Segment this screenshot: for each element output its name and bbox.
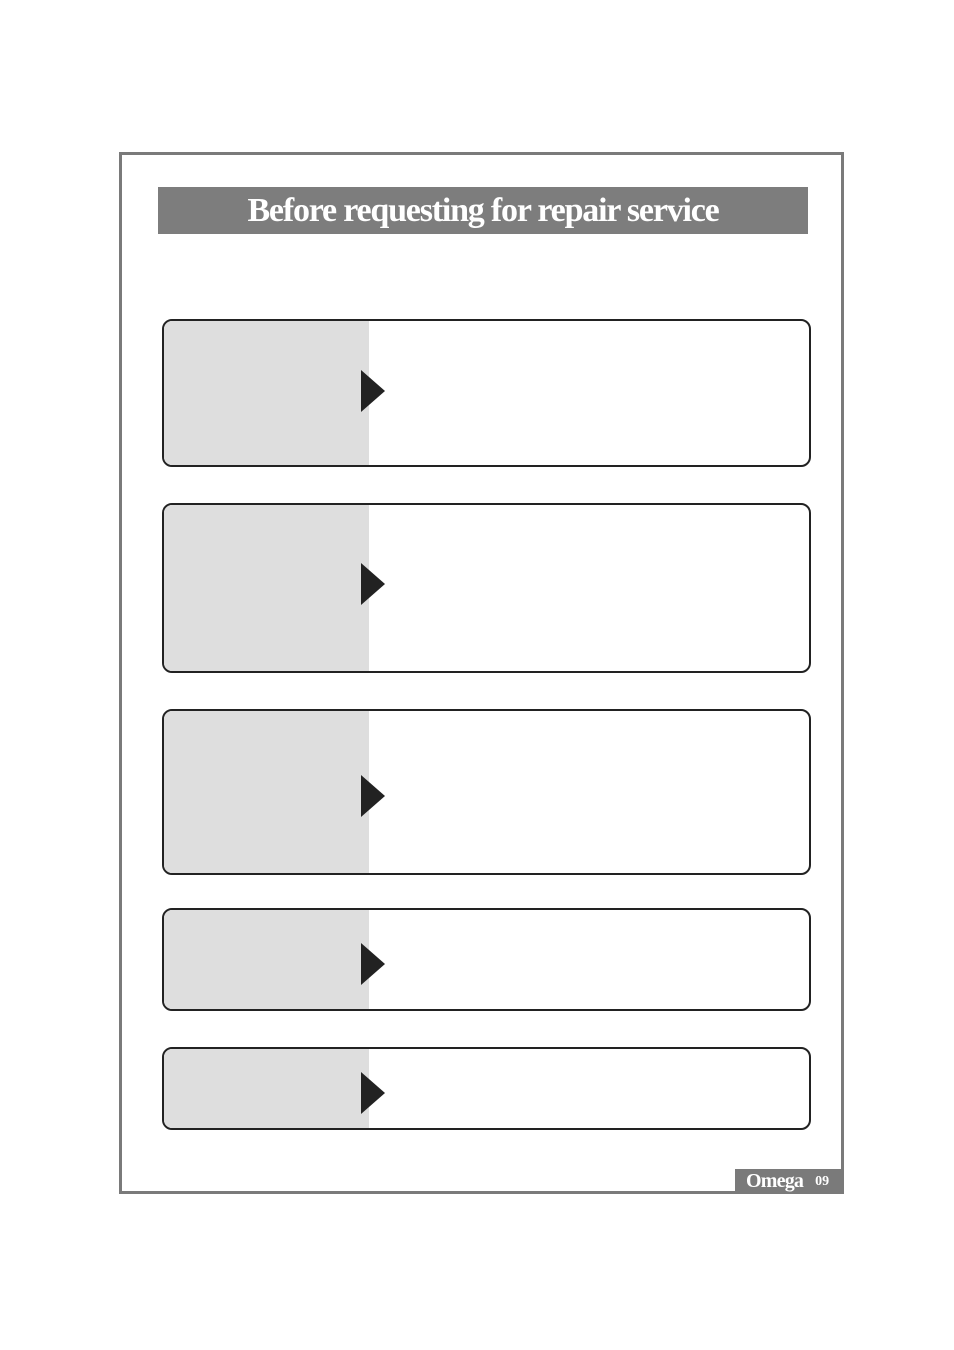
- remedy-cell: [369, 711, 809, 873]
- page-number: 09: [815, 1173, 830, 1189]
- troubleshooting-panel-1: [162, 319, 811, 467]
- troubleshooting-panel-3: [162, 709, 811, 875]
- footer-brand: Omega: [746, 1170, 804, 1192]
- troubleshooting-panel-5: [162, 1047, 811, 1130]
- page-title: [158, 187, 808, 234]
- symptom-cell: [164, 910, 369, 1009]
- remedy-cell: [369, 321, 809, 465]
- symptom-cell: [164, 711, 369, 873]
- remedy-cell: [369, 1049, 809, 1128]
- remedy-cell: [369, 505, 809, 671]
- remedy-cell: [369, 910, 809, 1009]
- page-footer-tag: [735, 1169, 844, 1194]
- symptom-cell: [164, 1049, 369, 1128]
- troubleshooting-panel-2: [162, 503, 811, 673]
- symptom-cell: [164, 321, 369, 465]
- page-frame: [119, 152, 844, 1194]
- troubleshooting-panel-4: [162, 908, 811, 1011]
- symptom-cell: [164, 505, 369, 671]
- page-title-text: Before requesting for repair service: [247, 191, 719, 229]
